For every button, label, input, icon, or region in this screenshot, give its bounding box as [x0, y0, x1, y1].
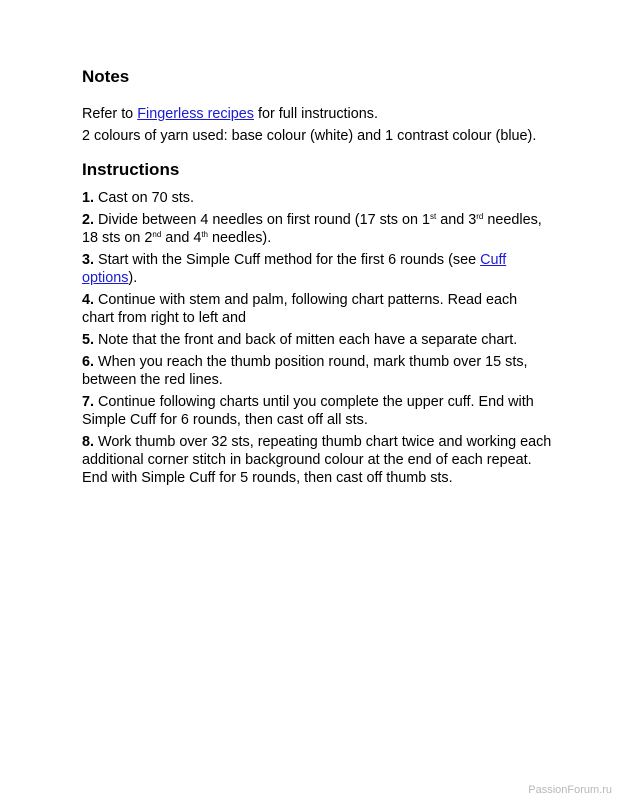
step-text: ).	[128, 270, 138, 286]
step-5	[82, 331, 552, 349]
fingerless-recipes-link[interactable]: Fingerless recipes	[137, 106, 254, 122]
step-8	[82, 433, 552, 487]
step-number: 4.	[82, 292, 95, 308]
site-watermark: PassionForum.ru	[528, 784, 612, 796]
step-2	[82, 211, 552, 247]
ordinal-suffix: nd	[152, 230, 162, 239]
step-1	[82, 189, 552, 207]
step-number: 2.	[82, 212, 95, 228]
step-text: Continue following charts until you complete the upper cuff. End with Simple Cuff for 6 rounds, then cast off all sts.	[82, 394, 534, 428]
instruction-steps	[82, 189, 552, 487]
step-text: Note that the front and back of mitten each have a separate chart.	[94, 332, 518, 348]
step-text: Continue with stem and palm, following chart patterns. Read each chart from right to left and	[82, 292, 518, 326]
step-text: Work thumb over 32 sts, repeating thumb chart twice and working each additional corner stitch in background colour at the end of each repeat. End with Simple Cuff for 5 rounds, then cast off thumb sts.	[82, 434, 552, 486]
notes-line-refer	[82, 105, 552, 123]
step-number: 6.	[82, 354, 95, 370]
step-4	[82, 291, 552, 327]
step-number: 3.	[82, 252, 95, 268]
notes-heading: Notes	[82, 67, 130, 86]
step-text: When you reach the thumb position round, mark thumb over 15 sts, between the red lines.	[82, 354, 528, 388]
step-text: Start with the Simple Cuff method for the first 6 rounds (see	[94, 252, 481, 268]
step-number: 1.	[82, 190, 95, 206]
step-3	[82, 251, 552, 287]
instructions-heading: Instructions	[82, 160, 180, 179]
step-number: 8.	[82, 434, 95, 450]
step-text: and 3	[436, 212, 477, 228]
ordinal-suffix: st	[430, 212, 437, 221]
notes-line-refer-after: for full instructions.	[253, 106, 378, 122]
step-text: Divide between 4 needles on first round (17 sts on 1	[94, 212, 430, 228]
step-text: Cast on 70 sts.	[94, 190, 194, 206]
step-number: 5.	[82, 332, 95, 348]
document-page	[82, 66, 552, 491]
step-text: needles, 18 sts on 2	[82, 212, 542, 246]
ordinal-suffix: rd	[476, 212, 484, 221]
step-number: 7.	[82, 394, 95, 410]
cuff-options-link[interactable]: Cuff options	[82, 252, 507, 286]
ordinal-suffix: th	[201, 230, 208, 239]
step-7	[82, 393, 552, 429]
notes-line-refer-before: Refer to	[82, 106, 138, 122]
step-text: needles).	[208, 230, 272, 246]
step-6	[82, 353, 552, 389]
notes-line-colours: 2 colours of yarn used: base colour (white) and 1 contrast colour (blue).	[82, 128, 537, 144]
step-text: and 4	[161, 230, 202, 246]
